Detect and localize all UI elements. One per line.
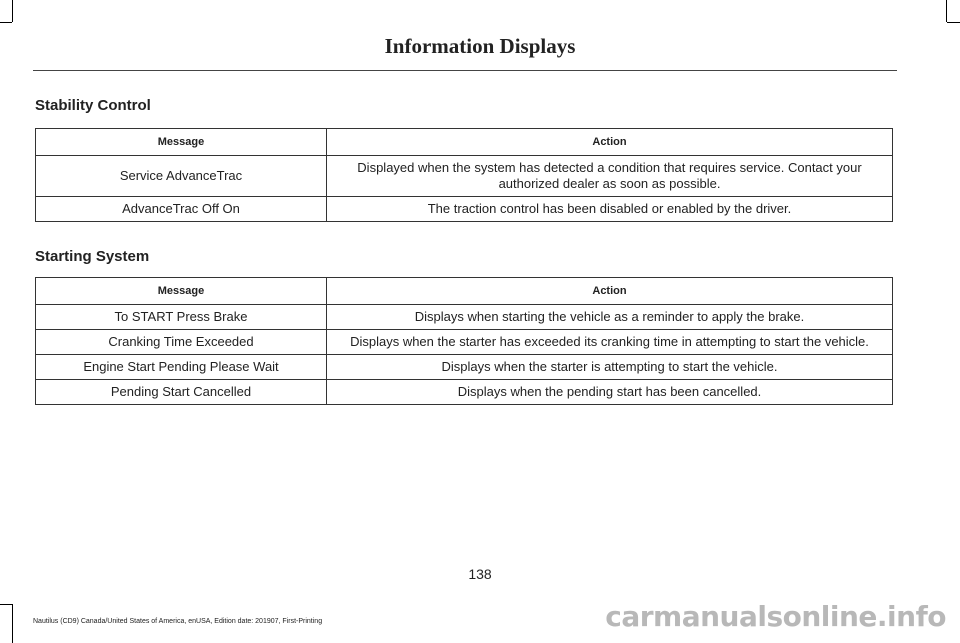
edition-footer: Nautilus (CD9) Canada/United States of America, enUSA, Edition date: 201907, First-Printing [33, 618, 323, 625]
section-heading-starting-system: Starting System [35, 248, 150, 265]
action-cell: Displays when starting the vehicle as a reminder to apply the brake. [327, 305, 893, 330]
table-row [36, 156, 893, 197]
section-heading-stability-control: Stability Control [35, 97, 151, 114]
crop-mark-bottom-left-vertical [12, 604, 13, 643]
table-row [36, 355, 893, 380]
starting-system-table [35, 277, 893, 405]
title-divider [33, 70, 897, 71]
page-title: Information Displays [384, 34, 576, 58]
message-cell: Service AdvanceTrac [36, 156, 327, 197]
column-header-message: Message [36, 129, 327, 156]
crop-mark-top-right-vertical [946, 0, 947, 22]
crop-mark-bottom-left-horizontal [0, 604, 12, 605]
action-cell: Displayed when the system has detected a condition that requires service. Contact your authorized dealer as soon as possible. [327, 156, 893, 197]
action-cell: The traction control has been disabled or enabled by the driver. [327, 197, 893, 222]
crop-mark-top-left-horizontal [0, 22, 12, 23]
page-number: 138 [468, 566, 492, 582]
watermark: carmanualsonline.info [605, 600, 946, 633]
message-cell: Pending Start Cancelled [36, 380, 327, 405]
message-cell: Cranking Time Exceeded [36, 330, 327, 355]
message-cell: Engine Start Pending Please Wait [36, 355, 327, 380]
action-cell: Displays when the pending start has been cancelled. [327, 380, 893, 405]
table-header-row [36, 129, 893, 156]
message-cell: AdvanceTrac Off On [36, 197, 327, 222]
message-cell: To START Press Brake [36, 305, 327, 330]
action-cell: Displays when the starter has exceeded its cranking time in attempting to start the vehicle. [327, 330, 893, 355]
table-header-row [36, 278, 893, 305]
action-cell: Displays when the starter is attempting to start the vehicle. [327, 355, 893, 380]
table-row [36, 305, 893, 330]
crop-mark-top-left-vertical [12, 0, 13, 22]
column-header-action: Action [327, 129, 893, 156]
column-header-action: Action [327, 278, 893, 305]
stability-control-table [35, 128, 893, 222]
table-row [36, 330, 893, 355]
column-header-message: Message [36, 278, 327, 305]
table-row [36, 380, 893, 405]
table-row [36, 197, 893, 222]
crop-mark-top-right-horizontal [947, 22, 960, 23]
